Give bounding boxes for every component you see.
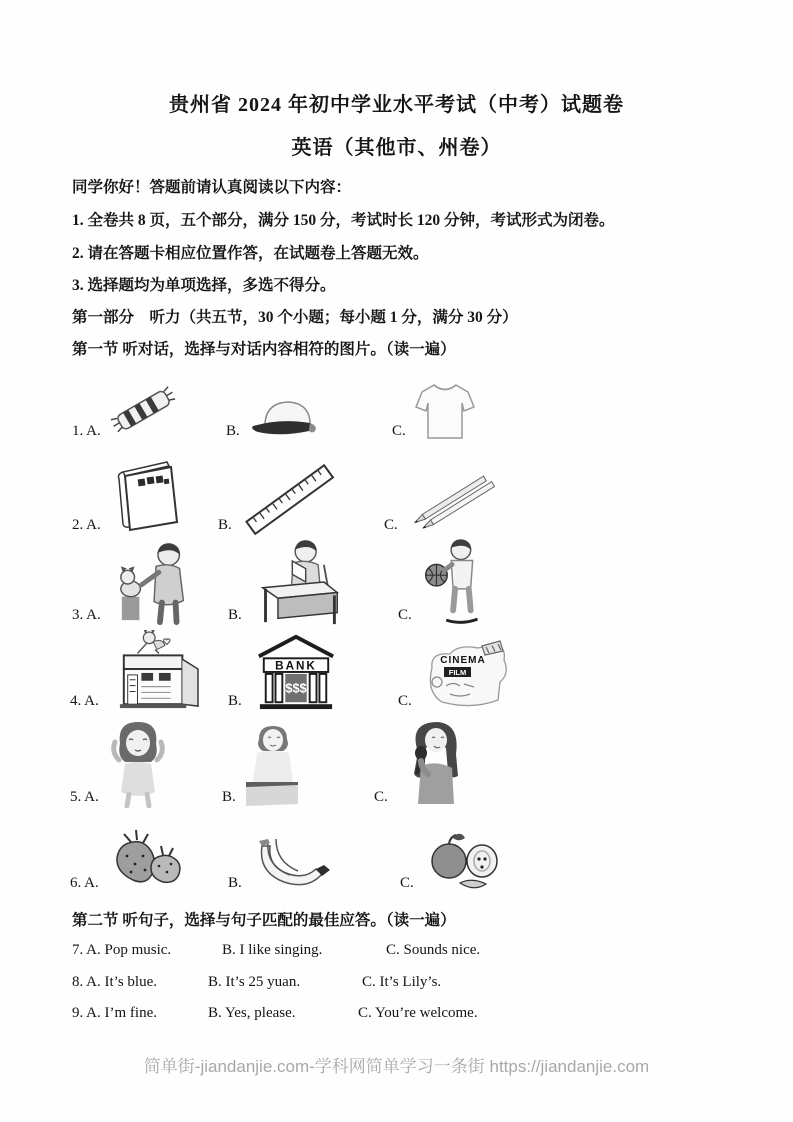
exam-title-line1: 贵州省 2024 年初中学业水平考试（中考）试题卷 [169, 94, 624, 116]
q5-option-b [222, 724, 302, 808]
pencils-icon [406, 472, 506, 536]
bank-icon [250, 630, 342, 712]
q7-option-c: C. Sounds nice. [386, 942, 481, 958]
q5-option-b-label: B. [222, 789, 236, 805]
question-5-row [0, 716, 793, 808]
q2-option-a-label: 2. A. [72, 517, 101, 533]
q4-option-c-label: C. [398, 693, 412, 709]
q7-option-a: 7. A. Pop music. [72, 942, 172, 958]
q1-option-c-label: C. [392, 423, 406, 439]
q2-option-c-label: C. [384, 517, 398, 533]
student-reading-desk-icon [250, 538, 348, 626]
girl-at-table-photo-icon [244, 724, 302, 808]
q7-option-b: B. I like singing. [222, 942, 323, 958]
strawberries-icon [107, 822, 193, 894]
q9-option-a: 9. A. I’m fine. [72, 1005, 157, 1021]
q6-option-c [400, 826, 508, 894]
scarf-icon [109, 380, 179, 442]
apples-icon [422, 826, 508, 894]
q6-option-c-label: C. [400, 875, 414, 891]
q3-option-c [398, 538, 494, 626]
greeting-line: 同学你好！答题前请认真阅读以下内容： [72, 179, 352, 196]
q6-option-b-label: B. [228, 875, 242, 891]
q3-option-c-label: C. [398, 607, 412, 623]
section2-heading: 第二节 听句子，选择与句子匹配的最佳应答。（读一遍） [72, 912, 456, 929]
question-7-row [0, 942, 793, 964]
bank-dollars-text: $$$ [285, 681, 307, 696]
q1-option-a [72, 380, 179, 442]
cinema-icon [420, 640, 512, 712]
bank-sign-text: BANK [274, 659, 317, 673]
part1-heading: 第一部分 听力（共五节，30 个小题；每小题 1 分，满分 30 分） [72, 309, 518, 326]
q2-option-a [72, 460, 189, 536]
question-6-row [0, 818, 793, 894]
girl-singing-photo-icon [396, 718, 468, 808]
q4-option-b [228, 630, 342, 712]
q5-option-c-label: C. [374, 789, 388, 805]
q3-option-a-label: 3. A. [72, 607, 101, 623]
question-1-row [0, 368, 793, 442]
q4-option-a-label: 4. A. [70, 693, 99, 709]
q2-option-b-label: B. [218, 517, 232, 533]
q3-option-a [72, 540, 205, 626]
question-3-row [0, 538, 793, 626]
q8-option-c: C. It’s Lily’s. [362, 974, 442, 990]
q6-option-a-label: 6. A. [70, 875, 99, 891]
q8-option-a: 8. A. It’s blue. [72, 974, 157, 990]
q4-option-b-label: B. [228, 693, 242, 709]
q4-option-a [70, 630, 207, 712]
q5-option-c [374, 718, 468, 808]
cinema-film-text: FILM [448, 668, 467, 677]
q4-option-c [398, 640, 512, 712]
tshirt-icon [414, 382, 476, 442]
q9-option-b: B. Yes, please. [208, 1005, 296, 1021]
q6-option-b [228, 830, 336, 894]
cap-icon [248, 394, 322, 442]
bananas-icon [250, 830, 336, 894]
q3-option-b-label: B. [228, 607, 242, 623]
book-icon [109, 460, 189, 536]
notice-2: 2. 请在答题卡相应位置作答，在试题卷上答题无效。 [72, 245, 429, 262]
q5-option-a [70, 720, 169, 808]
q6-option-a [70, 822, 193, 894]
question-4-row [0, 630, 793, 712]
section1-heading: 第一节 听对话，选择与对话内容相符的图片。（读一遍） [72, 341, 456, 358]
notice-3: 3. 选择题均为单项选择，多选不得分。 [72, 277, 336, 294]
pet-shop-building-icon [107, 630, 207, 712]
q2-option-c [384, 472, 506, 536]
question-9-row [0, 1005, 793, 1027]
question-8-row [0, 974, 793, 996]
boy-with-cat-icon [109, 540, 205, 626]
notice-1: 1. 全卷共 8 页，五个部分，满分 150 分，考试时长 120 分钟，考试形式为闭卷。 [72, 212, 615, 229]
girl-arms-raised-photo-icon [107, 720, 169, 808]
q8-option-b: B. It’s 25 yuan. [208, 974, 301, 990]
question-2-row [0, 450, 793, 536]
q1-option-c [392, 382, 476, 442]
q3-option-b [228, 538, 348, 626]
boy-basketball-icon [420, 538, 494, 626]
cinema-sign-text: CINEMA [440, 655, 486, 666]
q9-option-c: C. You’re welcome. [358, 1005, 478, 1021]
watermark-footer: 简单街-jiandanjie.com-学科网简单学习一条街 https://jiandanjie.com [143, 1057, 650, 1076]
q2-option-b [218, 464, 340, 536]
q1-option-b-label: B. [226, 423, 240, 439]
q1-option-a-label: 1. A. [72, 423, 101, 439]
q5-option-a-label: 5. A. [70, 789, 99, 805]
exam-title-line2: 英语（其他市、州卷） [291, 137, 502, 159]
ruler-icon [240, 464, 340, 536]
q1-option-b [226, 394, 322, 442]
